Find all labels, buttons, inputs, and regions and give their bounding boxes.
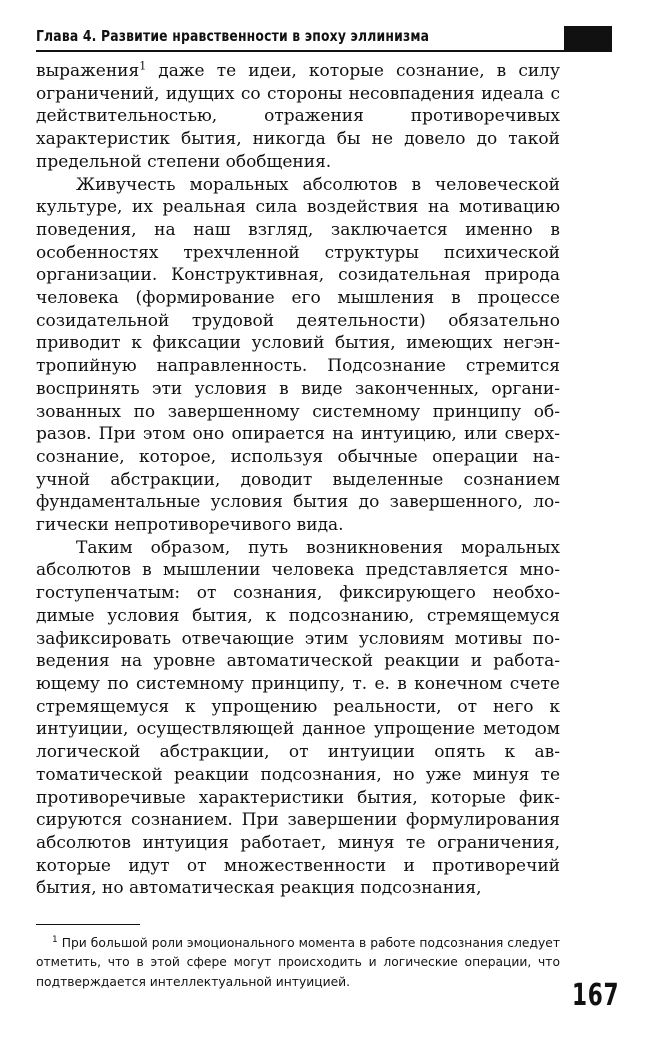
running-header: Глава 4. Развитие нравственности в эпоху эллинизма — [36, 27, 430, 45]
running-header-bar — [36, 24, 612, 49]
paragraph-2: Живучесть моральных абсолютов в человеческой культуре, их реальная сила воздействия на мотивацию поведения, на наш взгляд, заключается именно в особенностях трехчленной структуры психической организации. Конструктивная, созидательная природа человека (формирование его мышления в процессе созидательной трудовой деятельности) обязательно приводит к фиксации условий бытия, имеющих негэнтропийную направленность. Подсознание стремится воспринять эти условия в виде законченных, организованных по завершенному системному принципу образов. При этом оно опирается на интуицию, или сверхсознание, которое, используя обычные операции научной абстракции, доводит выделенные сознанием фундаментальные условия бытия до завершенного, логически непротиворечивого вида. — [36, 174, 560, 536]
footnote-marker: 1 — [52, 934, 58, 945]
paragraph-3: Таким образом, путь возникновения моральных абсолютов в мышлении человека представляется многоступенчатым: от сознания, фиксирующего необходимые условия бытия, к подсознанию, стремящемуся зафиксировать отвечающие этим условиям мотивы поведения на уровне автоматической реакции и работающему по системному принципу, т. е. в конечном счете стремящемуся к упрощению реальности, от него к интуиции, осуществляющей данное упрощение методом логической абстракции, от интуиции опять к автоматической реакции подсознания, но уже минуя те противоречивые характеристики бытия, которые фиксируются сознанием. При завершении формулирования абсолютов интуиция работает, минуя те ограничения, которые идут от множественности и противоречий бытия, но автоматическая реакция подсознания, — [36, 537, 560, 899]
header-black-block — [564, 26, 612, 50]
footnote-rule — [36, 924, 140, 925]
paragraph-1-start: выражения — [36, 61, 140, 81]
page-number: 167 — [572, 978, 620, 1013]
footnote-reference: 1 — [139, 59, 147, 73]
footnote — [36, 934, 560, 992]
paragraph-1 — [36, 60, 560, 174]
footnote-text: При большой роли эмоционального момента в работе подсознания следует отметить, что в этой сфере могут происходить и логические операции, что подтверждается интеллектуальной интуицией. — [36, 936, 560, 989]
paragraph-1-rest: даже те идеи, которые сознание, в силу ограничений, идущих со стороны несовпадения идеала с действительностью, отражения противоречивых характеристик бытия, никогда бы не довело до такой предельной степени обобщения. — [36, 61, 560, 172]
body-text — [36, 60, 560, 900]
header-rule — [36, 50, 612, 52]
